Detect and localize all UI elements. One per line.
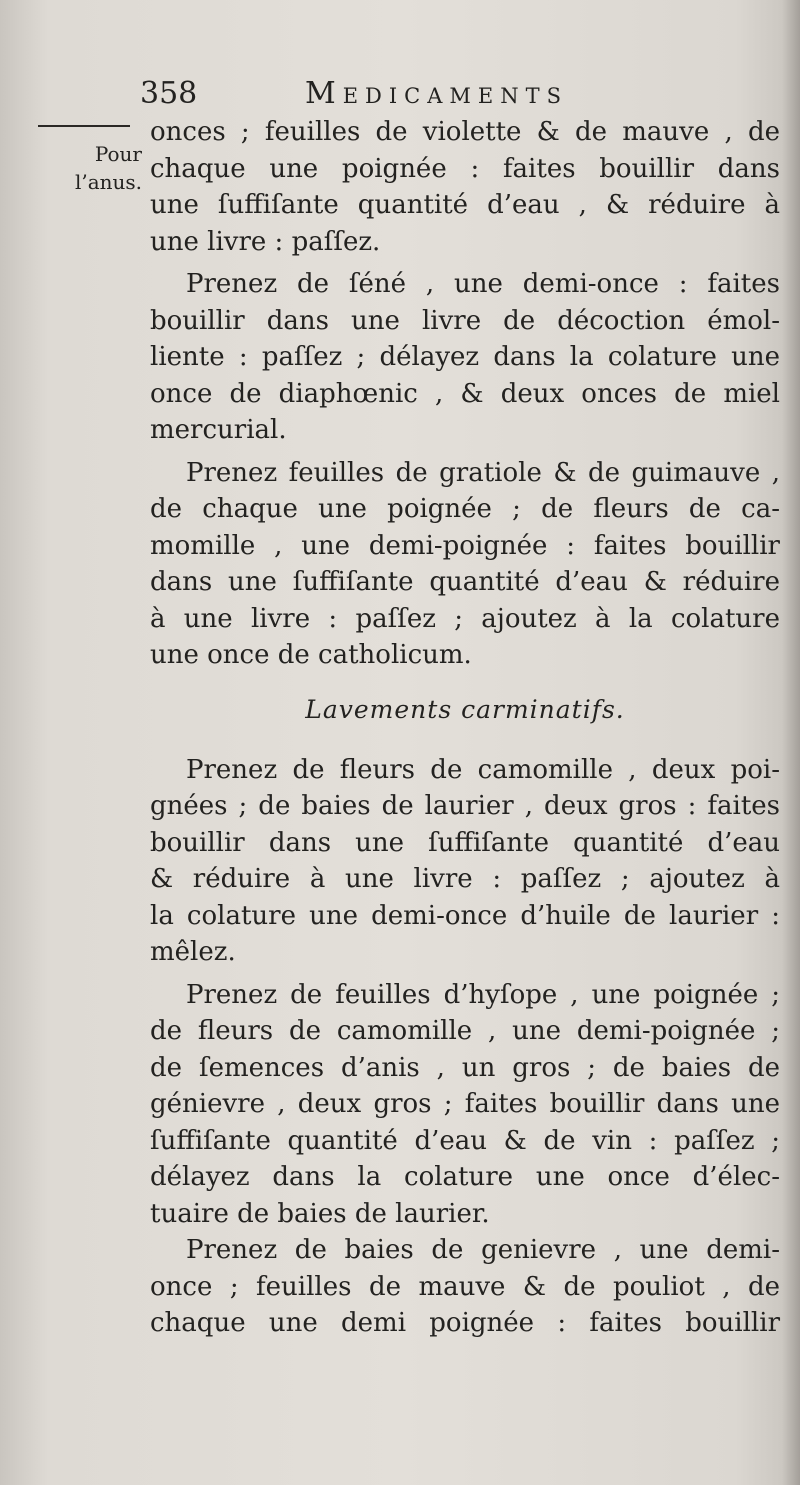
text-line: tuaire de baies de laurier.: [150, 1198, 490, 1229]
text-line: Prenez de fleurs de camomille , deux poi-: [186, 754, 780, 785]
text-line: mêlez.: [150, 937, 236, 967]
running-title: Medicaments: [305, 76, 569, 111]
text-line: chaque une poignée : faites bouillir dans: [150, 153, 780, 184]
text-line: Prenez feuilles de gratiole & de guimauve ,: [186, 457, 780, 488]
text-line: Prenez de ſéné , une demi-once : faites: [186, 269, 780, 299]
text-line: mercurial.: [150, 415, 287, 445]
text-line: onces ; feuilles de violette & de mauve , de: [150, 117, 780, 147]
text-line: once ; feuilles de mauve & de pouliot , de: [150, 1271, 780, 1302]
text-line: délayez dans la colature une once d’élec-: [150, 1162, 780, 1192]
margin-note: [30, 140, 142, 196]
text-line: à une livre : paſſez ; ajoutez à la colature: [150, 603, 780, 634]
page-edge-shadow: [782, 0, 800, 1485]
body-text: [150, 114, 780, 1342]
margin-note-line: l’anus.: [74, 170, 142, 194]
text-line: gnées ; de baies de laurier , deux gros : faites: [150, 791, 780, 821]
text-line: de fleurs de camomille , une demi-poignée ;: [150, 1016, 780, 1046]
text-line: ſuffiſante quantité d’eau & de vin : paſſez ;: [150, 1125, 780, 1156]
text-line: once de diaphœnic , & deux onces de miel: [150, 378, 780, 409]
text-line: bouillir dans une ſuffiſante quantité d’eau: [150, 827, 780, 858]
text-line: génievre , deux gros ; faites bouillir dans une: [150, 1089, 780, 1119]
text-line: la colature une demi-once d’huile de laurier :: [150, 900, 780, 931]
text-line: une ſuffiſante quantité d’eau , & réduire à: [150, 190, 780, 220]
page-header: [140, 76, 780, 116]
text-line: de ſemences d’anis , un gros ; de baies de: [150, 1052, 780, 1083]
text-line: une once de catholicum.: [150, 640, 472, 670]
section-title: Lavements carminatifs.: [305, 694, 625, 724]
text-line: & réduire à une livre : paſſez ; ajoutez à: [150, 864, 780, 894]
text-line: Prenez de baies de genievre , une demi-: [186, 1235, 780, 1265]
text-line: de chaque une poignée ; de fleurs de ca-: [150, 494, 780, 524]
text-line: momille , une demi-poignée : faites bouillir: [150, 530, 780, 561]
text-line: Prenez de feuilles d’hyſope , une poignée ;: [186, 979, 780, 1010]
text-line: bouillir dans une livre de décoction émol-: [150, 305, 780, 336]
text-line: une livre : paſſez.: [150, 226, 381, 257]
text-line: dans une ſuffiſante quantité d’eau & réduire: [150, 567, 780, 597]
margin-rule: [38, 125, 130, 127]
text-line: chaque une demi poignée : faites bouillir: [150, 1308, 780, 1338]
page-number: 358: [140, 76, 198, 111]
margin-note-line: Pour: [94, 142, 142, 166]
text-line: liente : paſſez ; délayez dans la colature une: [150, 342, 780, 372]
